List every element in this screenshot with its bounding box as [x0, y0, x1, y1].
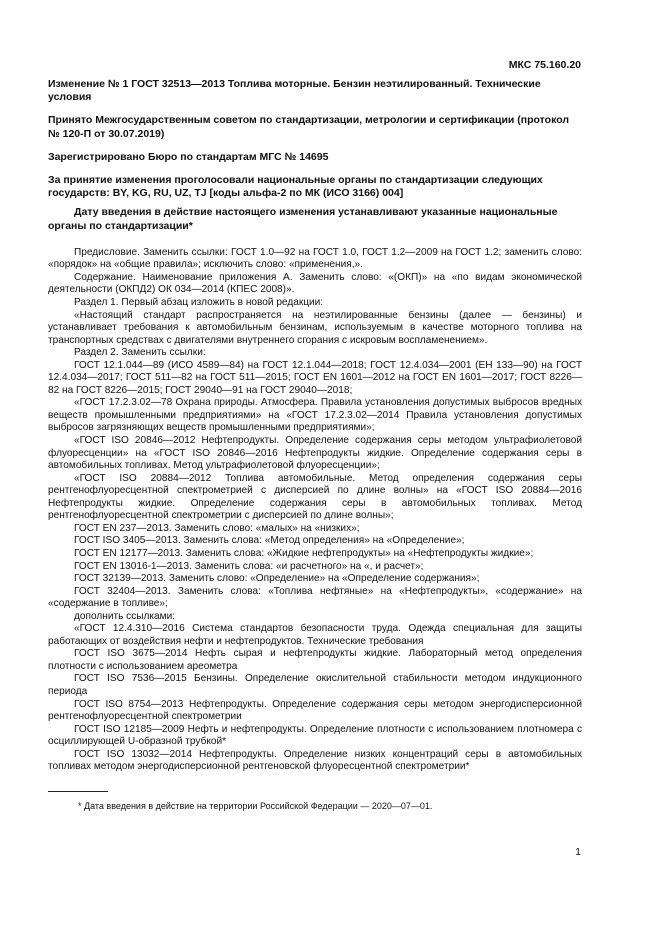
paragraph: ГОСТ ISO 12185—2009 Нефть и нефтепродукты. Определение плотности с использованием плотномера с осциллирующей U-образной трубкой* [48, 723, 582, 748]
paragraph: ГОСТ EN 237—2013. Заменить слово: «малых» на «низких»; [74, 522, 360, 534]
paragraph: ГОСТ ISO 8754—2013 Нефтепродукты. Определение содержания серы методом энергодисперсионной рентгенофлуоресцентной спектрометрии [48, 698, 582, 723]
paragraph: «ГОСТ ISO 20884—2012 Топлива автомобильные. Метод определения содержания серы рентгенофлуоресцентной спектрометрией с дисперсией по длине волны» на «ГОСТ ISO 20884—2016 Нефтепродукты жидкие. Определение содержания серы в автомобильных топливах. Метод рентгенофлуоресцентной спектрометрии с дисперсией по длине волны»; [48, 472, 582, 522]
paragraph: ГОСТ 32139—2013. Заменить слово: «Определение» на «Определение содержания»; [74, 573, 480, 585]
paragraph: Содержание. Наименование приложения А. Заменить слово: «(ОКП)» на «по видам экономической деятельности (ОКПД2) ОК 034—2014 (КПЕС 2008)». [48, 271, 582, 296]
paragraph: «ГОСТ ISO 20846—2012 Нефтепродукты. Определение содержания серы методом ультрафиолетовой флуоресценции» на «ГОСТ ISO 20846—2016 Нефтепродукты жидкие. Определение содержания серы в автомобильных топливах. Метод ультрафиолетовой флуоресценции»; [48, 435, 582, 472]
amendment-title: Изменение № 1 ГОСТ 32513—2013 Топлива моторные. Бензин неэтилированный. Технические условия [48, 78, 541, 104]
amendment-body [48, 247, 582, 774]
paragraph: ГОСТ ISO 3675—2014 Нефть сырая и нефтепродукты жидкие. Лабораторный метод определения плотности с использованием ареометра [48, 648, 582, 672]
paragraph: ГОСТ EN 13016-1—2013. Заменить слова: «и расчетного» на «, и расчет»; [74, 560, 424, 572]
adoption-statement: Принято Межгосударственным советом по стандартизации, метрологии и сертификации (протокол № 120-П от 30.07.2019) [48, 114, 570, 140]
paragraph: дополнить ссылками: [74, 610, 176, 622]
paragraph: Раздел 1. Первый абзац изложить в новой редакции: [74, 297, 324, 309]
document-content [48, 78, 582, 774]
paragraph: ГОСТ ISO 13032—2014 Нефтепродукты. Определение низких концентраций серы в автомобильных топливах методом энергодисперсионной рентгеновской флуоресцентной спектрометрии* [48, 748, 582, 773]
paragraph: ГОСТ 12.1.044—89 (ИСО 4589—84) на ГОСТ 12.1.044—2018; ГОСТ 12.4.034—2001 (ЕН 133—90) на ГОСТ 12.4.034—2017; ГОСТ 511—82 на ГОСТ 511—2015; ГОСТ EN 1601—2012 на ГОСТ EN 1601—2017; ГОСТ 8226—82 на ГОСТ 8226—2015; ГОСТ 29040—91 на ГОСТ 29040—2018; [48, 359, 582, 396]
paragraph: ГОСТ EN 12177—2013. Заменить слова: «Жидкие нефтепродукты» на «Нефтепродукты жидкие»; [74, 547, 534, 559]
voting-statement: За принятие изменения проголосовали национальные органы по стандартизации следующих государств: BY, KG, RU, UZ, TJ [коды альфа-2 по МК (ИСО 3166) 004] [48, 174, 543, 200]
registration-statement: Зарегистрировано Бюро по стандартам МГС № 14695 [48, 150, 329, 163]
paragraph: «ГОСТ 17.2.3.02—78 Охрана природы. Атмосфера. Правила установления допустимых выбросов вредных веществ промышленными предприятиями» на «ГОСТ 17.2.3.02—2014 Правила установления допустимых выбросов загрязняющих веществ промышленными предприятиями»; [48, 397, 582, 434]
classification-code: МКС 75.160.20 [508, 59, 581, 71]
footnote-separator [48, 791, 108, 792]
paragraph: ГОСТ ISO 7536—2015 Бензины. Определение окислительной стабильности методом индукционного периода [48, 673, 582, 697]
page-number: 1 [575, 846, 581, 858]
paragraph: Раздел 2. Заменить ссылки: [74, 347, 206, 359]
paragraph: «Настоящий стандарт распространяется на неэтилированные бензины (далее — бензины) и устанавливает требования к автомобильным бензинам, используемым в качестве моторного топлива на транспортных средствах с двигателями внутреннего сгорания с искровым воспламенением». [48, 309, 582, 346]
footnote: * Дата введения в действие на территории Российской Федерации — 2020—07—01. [78, 801, 433, 811]
paragraph: ГОСТ 32404—2013. Заменить слова: «Топлива нефтяные» на «Нефтепродукты», «содержание» на «содержание в топливе»; [48, 585, 582, 610]
effective-date-statement: Дату введения в действие настоящего изменения устанавливают указанные национальные органы по стандартизации* [48, 206, 558, 232]
paragraph: «ГОСТ 12.4.310—2016 Система стандартов безопасности труда. Одежда специальная для защиты работающих от воздействия нефти и нефтепродуктов. Технические требования [48, 623, 582, 647]
paragraph: ГОСТ ISO 3405—2013. Заменить слова: «Метод определения» на «Определение»; [74, 535, 465, 547]
paragraph: Предисловие. Заменить ссылки: ГОСТ 1.0—92 на ГОСТ 1.0, ГОСТ 1.2—2009 на ГОСТ 1.2; заменить слово: «порядок» на «общие правила»; исключить слово: «применения,». [48, 246, 582, 271]
